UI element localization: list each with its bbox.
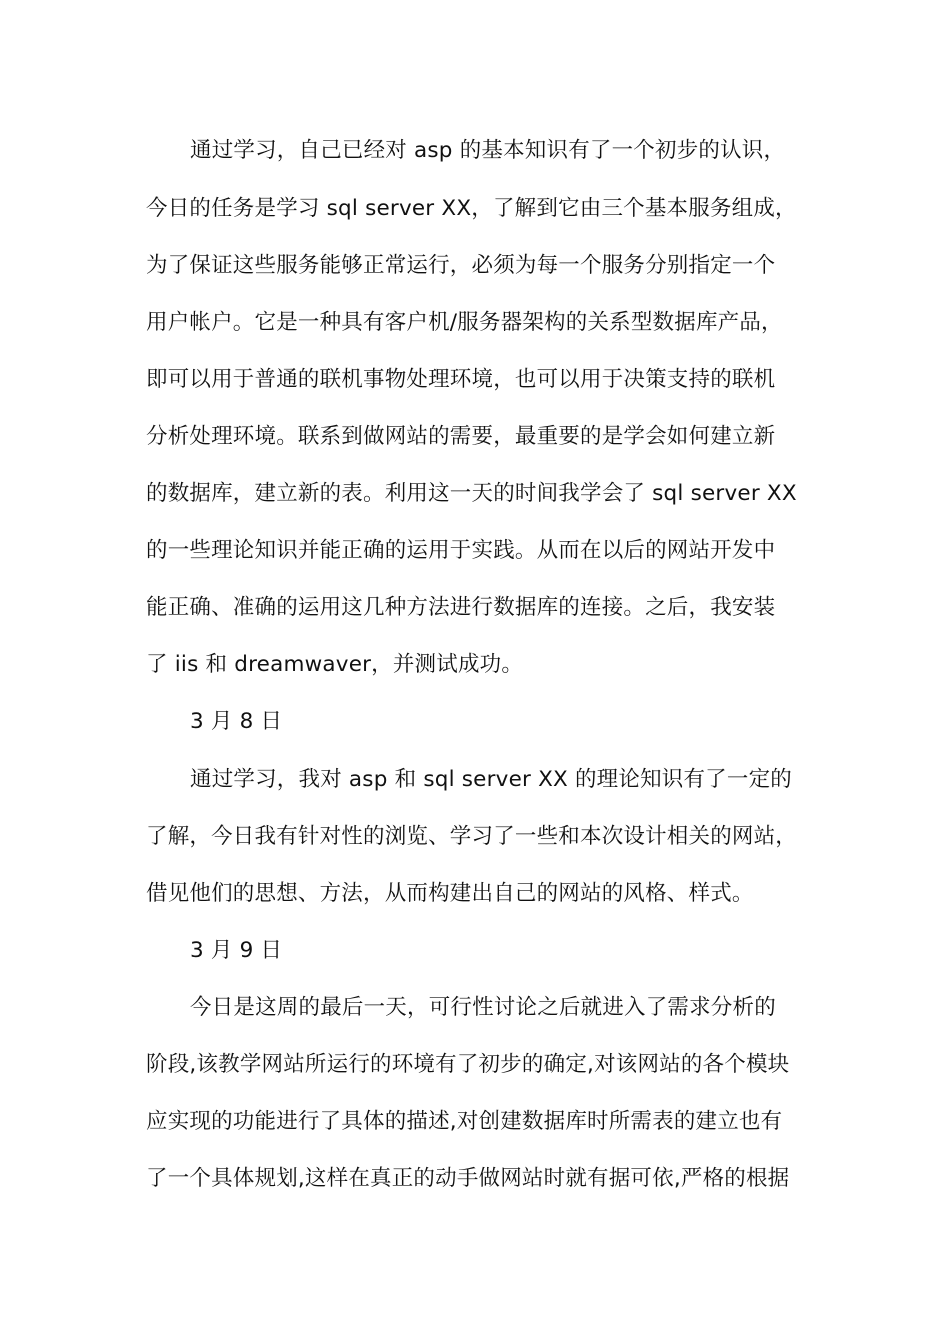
paragraph-line: 能正确、准确的运用这几种方法进行数据库的连接。之后，我安装 (146, 595, 776, 620)
paragraph-line: 今日是这周的最后一天，可行性讨论之后就进入了需求分析的 (190, 995, 776, 1020)
paragraph-line: 了解，今日我有针对性的浏览、学习了一些和本次设计相关的网站， (146, 824, 798, 849)
date-heading: 3 月 9 日 (190, 938, 283, 963)
paragraph-line: 的数据库，建立新的表。利用这一天的时间我学会了 sql server XX (146, 481, 797, 506)
paragraph-line: 即可以用于普通的联机事物处理环境，也可以用于决策支持的联机 (146, 367, 776, 392)
paragraph-line: 借见他们的思想、方法，从而构建出自己的网站的风格、样式。 (146, 881, 754, 906)
date-heading: 3 月 8 日 (190, 709, 283, 734)
paragraph-line: 了 iis 和 dreamwaver，并测试成功。 (146, 652, 524, 677)
paragraph-line: 应实现的功能进行了具体的描述,对创建数据库时所需表的建立也有 (146, 1109, 783, 1134)
paragraph-line: 分析处理环境。联系到做网站的需要，最重要的是学会如何建立新 (146, 424, 776, 449)
paragraph-line: 用户帐户。它是一种具有客户机/服务器架构的关系型数据库产品， (146, 310, 783, 335)
paragraph-line: 的一些理论知识并能正确的运用于实践。从而在以后的网站开发中 (146, 538, 776, 563)
paragraph-line: 为了保证这些服务能够正常运行，必须为每一个服务分别指定一个 (146, 253, 776, 278)
paragraph-line: 今日的任务是学习 sql server XX，了解到它由三个基本服务组成， (146, 196, 797, 221)
paragraph-line: 通过学习，我对 asp 和 sql server XX 的理论知识有了一定的 (190, 767, 792, 792)
paragraph-line: 了一个具体规划,这样在真正的动手做网站时就有据可依,严格的根据 (146, 1166, 790, 1191)
paragraph-line: 阶段,该教学网站所运行的环境有了初步的确定,对该网站的各个模块 (146, 1052, 790, 1077)
paragraph-line: 通过学习，自己已经对 asp 的基本知识有了一个初步的认识， (190, 138, 786, 163)
